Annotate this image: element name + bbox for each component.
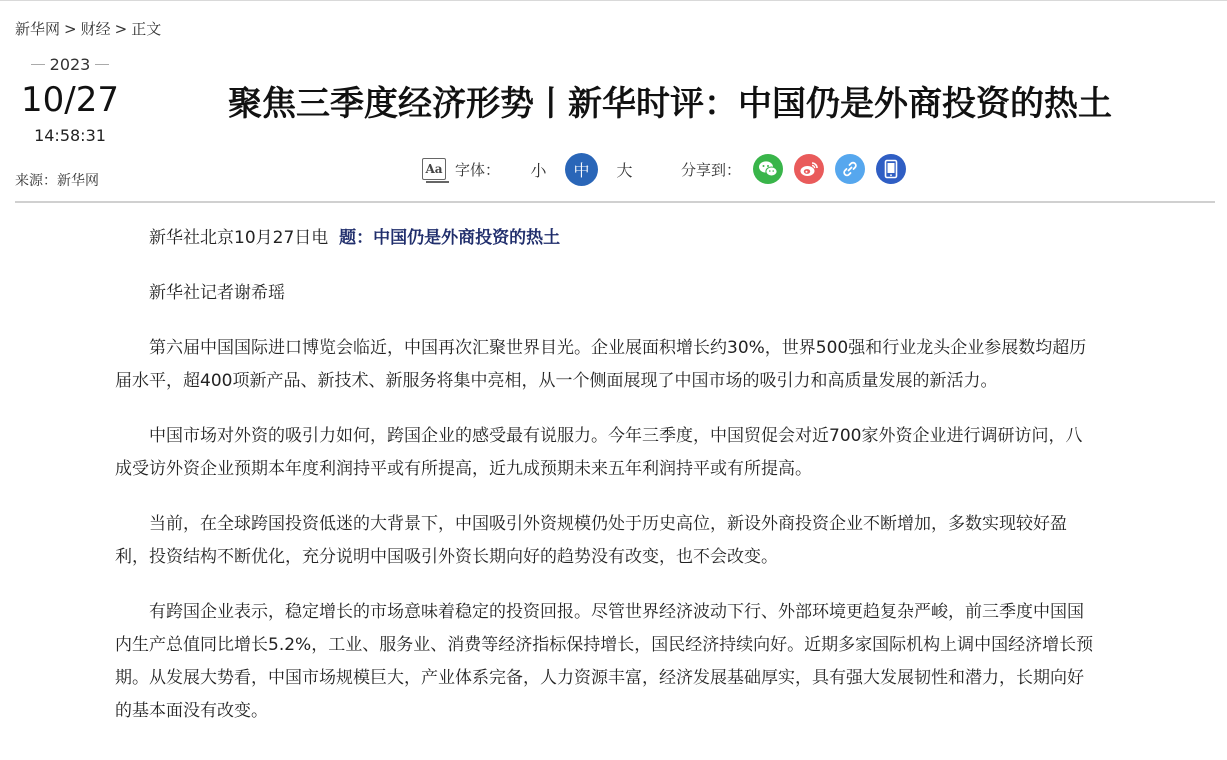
link-share-button[interactable] [835,154,865,184]
publish-time: 14:58:31 [34,126,106,145]
year-dash-left [31,64,45,65]
mobile-icon [883,159,899,179]
share-label: 分享到： [681,160,742,179]
wechat-icon [758,160,778,178]
publish-monthday: 10/27 [21,80,119,120]
breadcrumb-current: 正文 [131,20,162,38]
link-icon [841,160,859,178]
article-paragraph: 中国市场对外资的吸引力如何，跨国企业的感受最有说服力。今年三季度，中国贸促会对近700家外资企业进行调研访问，八成受访外资企业预期本年度利润持平或有所提高，近九成预期未来五年利润持平或有所提高。 [115,426,1083,479]
font-medium-button[interactable]: 中 [565,153,598,186]
top-border [0,0,1227,1]
year-row [15,55,125,74]
breadcrumb-section-link[interactable]: 财经 [80,20,111,38]
breadcrumb-separator: > [64,20,77,38]
article-headline: 题：中国仍是外商投资的热土 [339,228,561,248]
header-divider [15,201,1215,203]
font-size-icon: Aa [422,158,446,180]
article-paragraph: 有跨国企业表示，稳定增长的市场意味着稳定的投资回报。尽管世界经济波动下行、外部环境更趋复杂严峻，前三季度中国国内生产总值同比增长5.2%，工业、服务业、消费等经济指标保持增长，国民经济持续向好。近期多家国际机构上调中国经济增长预期。从发展大势看，中国市场规模巨大，产业体系完备，人力资源丰富，经济发展基础厚实，具有强大发展韧性和潜力，长期向好的基本面没有改变。 [115,602,1094,721]
breadcrumb-home-link[interactable]: 新华网 [15,20,61,38]
page-title: 聚焦三季度经济形势丨新华时评：中国仍是外商投资的热土 [228,84,1112,124]
article-dateline [115,222,1095,255]
wechat-share-button[interactable] [753,154,783,184]
year-dash-right [95,64,109,65]
dateline-text: 新华社北京10月27日电 [149,228,329,248]
weibo-icon [799,160,819,178]
weibo-share-button[interactable] [794,154,824,184]
article-paragraph: 当前，在全球跨国投资低迷的大背景下，中国吸引外资规模仍处于历史高位，新设外商投资企业不断增加，多数实现较好盈利，投资结构不断优化，充分说明中国吸引外资长期向好的趋势没有改变，也不会改变。 [115,514,1067,567]
font-size-label: 字体： [455,160,501,179]
mobile-share-button[interactable] [876,154,906,184]
article-byline: 新华社记者谢希瑶 [149,283,285,303]
font-large-button[interactable]: 大 [616,160,633,180]
breadcrumb [15,18,161,39]
article-body [115,222,1095,750]
article-toolbar [422,152,917,186]
article-paragraph: 第六届中国国际进口博览会临近，中国再次汇聚世界目光。企业展面积增长约30%，世界500强和行业龙头企业参展数均超历届水平，超400项新产品、新技术、新服务将集中亮相，从一个侧面展现了中国市场的吸引力和高质量发展的新活力。 [115,338,1087,391]
article-source: 来源：新华网 [15,173,99,189]
font-small-button[interactable]: 小 [530,160,547,180]
breadcrumb-separator: > [114,20,128,38]
publish-year: 2023 [49,55,91,74]
publish-date [15,55,125,145]
